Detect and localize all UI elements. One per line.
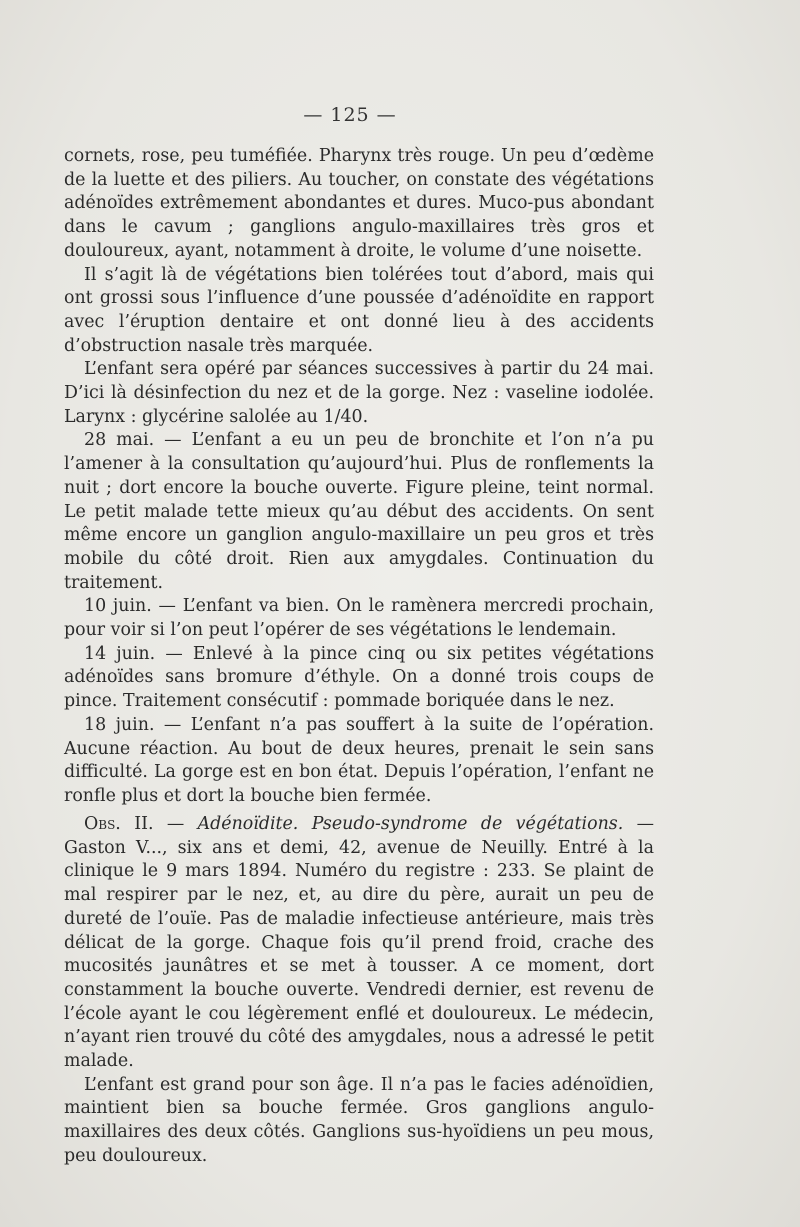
observation-label: Obs. II. [84, 814, 154, 834]
paragraph-entry-28-mai: 28 mai. — L’enfant a eu un peu de bronchite et l’on n’a pu l’amener à la consultation qu’aujourd’hui. Plus de ronflements la nuit ; dort encore la bouche ouverte. Figure pleine, teint normal. Le petit malade tette mieux qu’au début des accidents. On sent même encore un ganglion angulo-maxillaire un peu gros et très mobile du côté droit. Rien aux amygdales. Continuation du traitement. [64, 430, 654, 593]
observation-paragraph [64, 813, 654, 1074]
paragraph-treatment-plan: L’enfant sera opéré par séances successives à partir du 24 mai. D’ici là désinfection du nez et de la gorge. Nez : vaseline iodolée. Larynx : glycérine salolée au 1/40. [64, 359, 654, 427]
paragraph-entry-14-juin: 14 juin. — Enlevé à la pince cinq ou six petites végétations adénoïdes sans bromure d’éthyle. On a donné trois coups de pince. Traitement consécutif : pommade boriquée dans le nez. [64, 643, 654, 712]
observation-followup: L’enfant est grand pour son âge. Il n’a pas le facies adénoïdien, maintient bien sa bouche fermée. Gros ganglions angulo-maxillaires des deux côtés. Ganglions sus-hyoïdiens un peu mous, peu douloureux. [64, 1074, 654, 1166]
paragraph-continuation: cornets, rose, peu tuméfiée. Pharynx très rouge. Un peu d’œdème de la luette et des piliers. Au toucher, on constate des végétations adénoïdes extrêmement abondantes et dures. Muco-pus abondant dans le cavum ; ganglions angulo-maxillaires très gros et douloureux, ayant, notamment à droite, le volume d’une noisette. [64, 146, 654, 261]
paragraph-entry-10-juin: 10 juin. — L’enfant va bien. On le ramènera mercredi prochain, pour voir si l’on peut l’opérer de ses végétations le lendemain. [64, 596, 654, 641]
observation-dash: — [153, 814, 198, 834]
observation-body: — Gaston V..., six ans et demi, 42, avenue de Neuilly. Entré à la clinique le 9 mars 1894. Numéro du registre : 233. Se plaint de mal respirer par le nez, et, au dire du père, aurait un peu de dureté de l’ouïe. Pas de maladie infectieuse antérieure, mais très délicat de la gorge. Chaque fois qu’il prend froid, crache des mucosités jaunâtres et se met à tousser. A ce moment, dort constamment la bouche ouverte. Vendredi dernier, est revenu de l’école ayant le cou légèrement enflé et douloureux. Le médecin, n’ayant rien trouvé du côté des amygdales, nous a adressé le petit malade. [64, 814, 654, 1072]
observation-title: Adénoïdite. Pseudo-syndrome de végétations. [197, 814, 624, 834]
paragraph-entry-18-juin: 18 juin. — L’enfant n’a pas souffert à la suite de l’opération. Aucune réaction. Au bout de deux heures, prenait le sein sans difficulté. La gorge est en bon état. Depuis l’opération, l’enfant ne ronfle plus et dort la bouche bien fermée. [64, 714, 654, 806]
observation-section [64, 813, 654, 1169]
page-number: — 125 — [303, 104, 397, 126]
case-notes [64, 145, 654, 809]
paragraph-diagnosis: Il s’agit là de végétations bien tolérées tout d’abord, mais qui ont grossi sous l’influence d’une poussée d’adénoïdite en rapport avec l’éruption dentaire et ont donné lieu à des accidents d’obstruction nasale très marquée. [64, 264, 654, 356]
